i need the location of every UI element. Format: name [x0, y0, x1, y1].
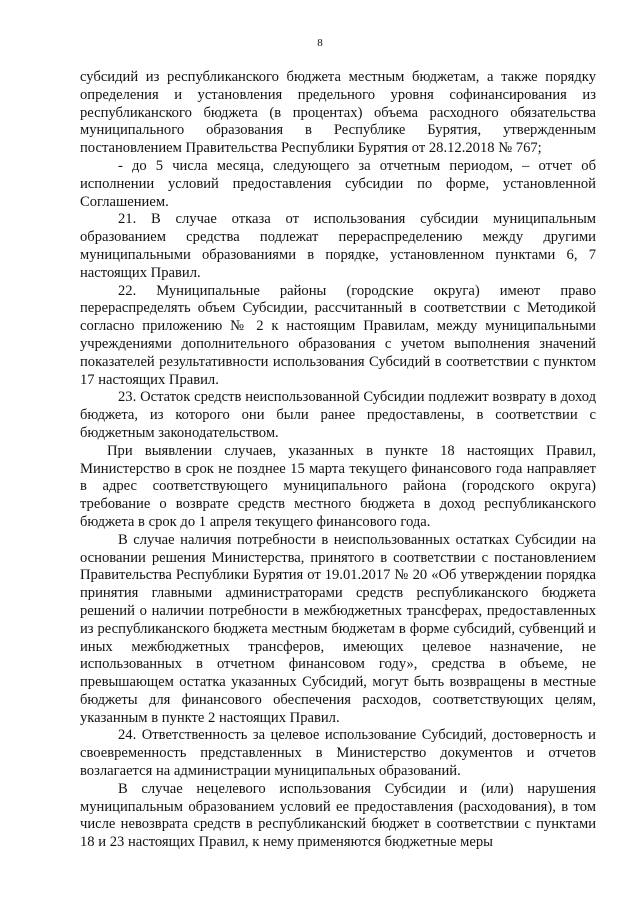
- paragraph-misuse-measures: В случае нецелевого использования Субсидии и (или) нарушения муниципальным образованием условий ее предоставления (расходования), в том числе невозврата средств в республиканский бюджет в соответствии с пунктами 18 и 23 настоящих Правил, к нему применяются бюджетные меры: [80, 780, 596, 851]
- paragraph-22: 22. Муниципальные районы (городские округа) имеют право перераспределять объем Субсидии, рассчитанный в соответствии с Методикой согласно приложению № 2 к настоящим Правилам, между муниципальными учреждениями дополнительного образования с учетом выполнения значений показателей результативности использования Субсидий в соответствии с пунктом 17 настоящих Правил.: [80, 282, 596, 388]
- document-body: [80, 69, 596, 852]
- paragraph-continuation: субсидий из республиканского бюджета местным бюджетам, а также порядку определения и установления предельного уровня софинансирования из республиканского бюджета (в процентах) объема расходного обязательства муниципального образования в Республике Бурятия, утвержденным постановлением Правительства Республики Бурятия от 28.12.2018 № 767;: [80, 69, 596, 157]
- paragraph-23: 23. Остаток средств неиспользованной Субсидии подлежит возврату в доход бюджета, из которого они были ранее предоставлены, в соответствии с бюджетным законодательством.: [80, 389, 596, 441]
- paragraph-violation-cases: При выявлении случаев, указанных в пункте 18 настоящих Правил, Министерство в срок не позднее 15 марта текущего финансового года направляет в адрес соответствующего муниципального района (городского округа) требование о возврате средств местного бюджета в доход республиканского бюджета в срок до 1 апреля текущего финансового года.: [80, 442, 596, 530]
- paragraph-report-deadline: - до 5 числа месяца, следующего за отчетным периодом, – отчет об исполнении условий предоставления субсидии по форме, установленной Соглашением.: [80, 157, 596, 210]
- page-number: 8: [317, 37, 323, 49]
- paragraph-24: 24. Ответственность за целевое использование Субсидий, достоверность и своевременность представленных в Министерство документов и отчетов возлагается на администрации муниципальных образований.: [80, 727, 596, 780]
- paragraph-unused-balances: В случае наличия потребности в неиспользованных остатках Субсидии на основании решения Министерства, принятого в соответствии с постановлением Правительства Республики Бурятия от 19.01.2017 № 20 «Об утверждении порядка принятия главными администраторами средств республиканского бюджета решений о наличии потребности в межбюджетных трансферах, предоставленных из республиканского бюджета местным бюджетам в форме субсидий, субвенций и иных межбюджетных трансферов, имеющих целевое назначение, не использованных в отчетном финансовом году», средства в объеме, не превышающем остатка указанных Субсидий, могут быть возвращены в местные бюджеты для финансового обеспечения расходов, соответствующих целям, указанным в пункте 2 настоящих Правил.: [80, 531, 596, 726]
- paragraph-21: 21. В случае отказа от использования субсидии муниципальным образованием средства подлежат перераспределению между другими муниципальными образованиями в порядке, установленном пунктами 6, 7 настоящих Правил.: [80, 211, 596, 281]
